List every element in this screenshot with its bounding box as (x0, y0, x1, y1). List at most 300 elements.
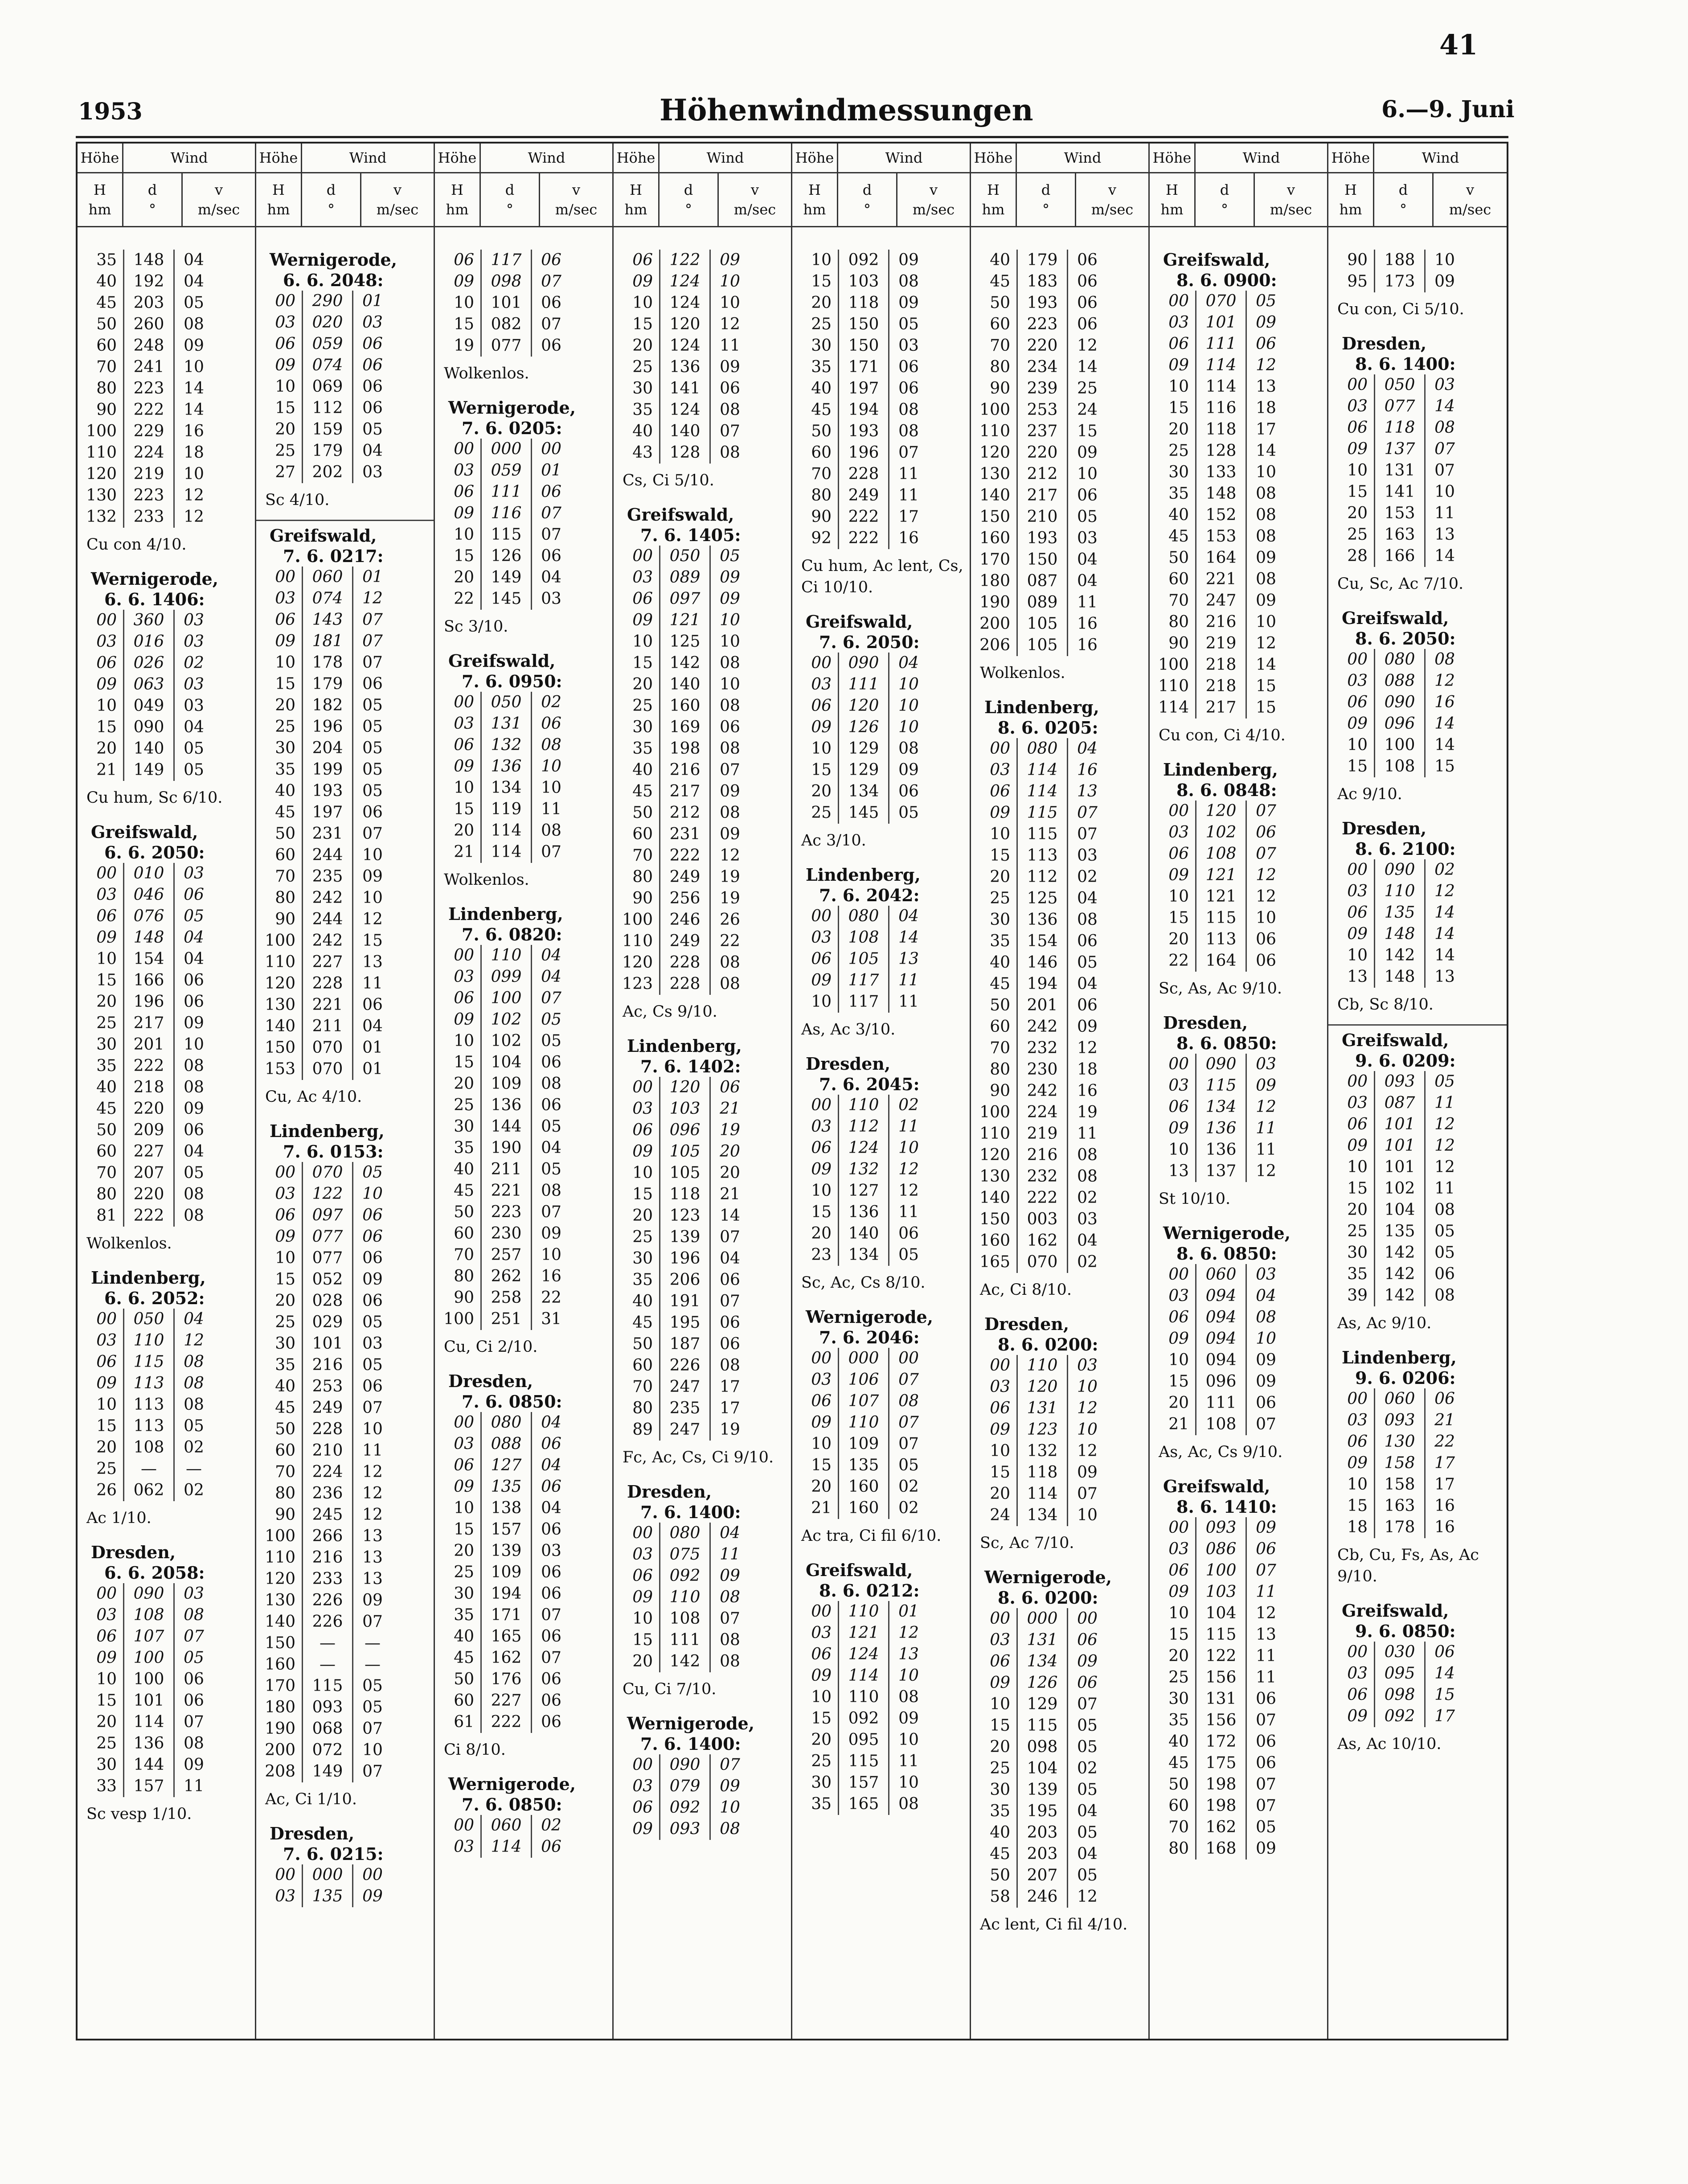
height-cell: 06 (811, 1139, 832, 1157)
height-cell: 10 (454, 1032, 474, 1050)
direction-cell: 087 (1016, 571, 1068, 592)
direction-cell: 114 (838, 1665, 889, 1687)
speed-cell: 05 (541, 1160, 561, 1178)
speed-cell: 06 (1077, 486, 1098, 505)
direction-cell: 171 (480, 1605, 532, 1626)
cloud-note: Sc, Ac, Cs 8/10. (801, 1274, 926, 1292)
speed-cell: 06 (362, 1227, 383, 1246)
direction-cell: 127 (480, 1455, 532, 1476)
direction-cell: 220 (123, 1184, 175, 1205)
speed-cell: 10 (541, 1246, 561, 1264)
speed-cell: 07 (898, 443, 919, 462)
table-row (971, 528, 1148, 549)
speed-cell: 10 (184, 358, 204, 376)
speed-cell: 10 (1256, 909, 1276, 927)
table-row (78, 695, 255, 717)
direction-cell: 249 (659, 866, 711, 888)
direction-cell: 131 (1374, 460, 1426, 481)
height-cell: 03 (1347, 1664, 1368, 1683)
speed-cell: 07 (720, 761, 740, 779)
table-row (1150, 822, 1327, 843)
height-cell: 140 (979, 486, 1010, 505)
table-row (1150, 1560, 1327, 1581)
speed-cell: 07 (1077, 825, 1098, 843)
height-cell: 25 (96, 1014, 117, 1032)
cloud-note: Ac 1/10. (86, 1509, 152, 1527)
speed-cell: 03 (184, 632, 204, 651)
table-row (971, 271, 1148, 292)
height-cell: 15 (1168, 1372, 1189, 1391)
direction-cell: 166 (1374, 546, 1426, 567)
height-cell: 10 (454, 1499, 474, 1517)
height-cell: 20 (811, 1731, 832, 1749)
direction-cell: 242 (302, 887, 353, 909)
direction-cell: 143 (302, 609, 353, 631)
station-heading (1328, 1601, 1507, 1642)
height-cell: 27 (275, 463, 295, 481)
height-cell: 35 (811, 1795, 832, 1813)
h-label: H (987, 181, 1000, 198)
table-row (614, 442, 791, 464)
table-row (435, 335, 612, 357)
cloud-note: Cu con 4/10. (86, 536, 187, 554)
table-row (256, 631, 434, 652)
cloud-note: Ac 3/10. (801, 832, 866, 850)
table-row (971, 506, 1148, 528)
table-row (435, 1712, 612, 1733)
station-heading (1150, 1013, 1327, 1054)
cloud-note: Wolkenlos. (444, 871, 529, 889)
table-row (792, 1729, 970, 1751)
height-cell: 09 (811, 1413, 832, 1432)
direction-cell: 104 (1195, 1603, 1247, 1624)
table-row (1150, 1075, 1327, 1096)
hoehe-header: Höhe (435, 144, 481, 172)
direction-cell: 131 (1195, 1688, 1247, 1710)
height-cell: 09 (96, 1649, 117, 1667)
direction-cell: 157 (480, 1519, 532, 1540)
speed-cell: 19 (720, 1420, 740, 1439)
direction-cell: 108 (123, 1437, 175, 1458)
speed-cell: 04 (184, 251, 204, 269)
table-row (78, 1754, 255, 1776)
table-row (614, 653, 791, 674)
speed-cell: 02 (898, 1478, 919, 1496)
speed-cell: 11 (1256, 1647, 1276, 1665)
v-unit: m/sec (197, 201, 240, 218)
speed-cell: 13 (362, 953, 383, 971)
height-cell: 45 (454, 1182, 474, 1200)
height-cell: 10 (1168, 1604, 1189, 1622)
v-label: v (572, 181, 581, 198)
direction-cell: 217 (123, 1013, 175, 1034)
direction-cell: 074 (302, 588, 353, 609)
direction-cell: 198 (1195, 1774, 1247, 1795)
direction-cell: 093 (1374, 1410, 1426, 1431)
speed-cell: 06 (541, 547, 561, 565)
speed-cell: 01 (362, 568, 383, 586)
table-row (435, 945, 612, 966)
height-cell: 60 (96, 337, 117, 355)
speed-cell: 17 (720, 1378, 740, 1396)
speed-cell: 10 (720, 294, 740, 312)
height-cell: 25 (96, 1734, 117, 1753)
speed-cell: 04 (184, 1310, 204, 1328)
station-timestamp: 6. 6. 2048: (283, 270, 384, 290)
height-cell: 21 (96, 761, 117, 779)
height-cell: 20 (454, 1542, 474, 1560)
direction-cell: 198 (1195, 1795, 1247, 1817)
direction-cell: 172 (1195, 1731, 1247, 1753)
table-row (971, 421, 1148, 442)
height-cell: 70 (275, 867, 295, 886)
height-cell: 06 (990, 782, 1010, 801)
h-label: H (1344, 181, 1357, 198)
speed-cell: 03 (541, 1542, 561, 1560)
direction-cell: 101 (1374, 1157, 1426, 1178)
station-timestamp: 7. 6. 2046: (819, 1327, 920, 1347)
direction-cell: 163 (1374, 524, 1426, 546)
table-row (435, 1009, 612, 1030)
speed-cell: 05 (1434, 1244, 1455, 1262)
speed-cell: 31 (541, 1310, 561, 1328)
table-row (1328, 966, 1507, 988)
direction-cell: 216 (1016, 1145, 1068, 1166)
sounding-block (1328, 818, 1507, 1015)
speed-cell: 03 (362, 463, 383, 481)
speed-cell: 06 (1256, 335, 1276, 353)
direction-cell: 063 (123, 674, 175, 695)
speed-cell: 19 (720, 1121, 740, 1139)
speed-cell: 07 (362, 653, 383, 672)
height-cell: 15 (96, 718, 117, 736)
speed-cell: 05 (184, 907, 204, 925)
speed-cell: 09 (184, 1014, 204, 1032)
d-unit: ° (1400, 201, 1407, 218)
column-sub-header (256, 173, 434, 227)
direction-cell: 111 (480, 481, 532, 503)
hoehe-header: Höhe (971, 144, 1017, 172)
speed-cell: 02 (1434, 861, 1455, 879)
speed-cell: 07 (1434, 440, 1455, 458)
speed-cell: 14 (184, 379, 204, 398)
direction-cell: 149 (123, 759, 175, 781)
direction-cell: 120 (659, 314, 711, 335)
direction-cell: 114 (1016, 781, 1068, 802)
speed-cell: 04 (541, 1139, 561, 1157)
speed-cell: 06 (898, 782, 919, 801)
speed-cell: 08 (898, 1688, 919, 1706)
height-cell: 03 (811, 1624, 832, 1642)
height-cell: 06 (811, 697, 832, 715)
speed-cell: 14 (1077, 358, 1098, 376)
speed-cell: 08 (720, 1356, 740, 1375)
speed-cell: 15 (1256, 698, 1276, 717)
direction-cell: 059 (480, 460, 532, 481)
height-cell: 70 (1168, 591, 1189, 610)
station-timestamp: 7. 6. 1400: (640, 1734, 741, 1754)
direction-cell: 183 (1016, 271, 1068, 292)
height-cell: 130 (979, 465, 1010, 483)
table-row (256, 419, 434, 440)
table-row (256, 1590, 434, 1611)
table-row (78, 1458, 255, 1480)
station-name: Lindenberg, (806, 865, 921, 885)
speed-cell: 04 (541, 946, 561, 965)
h-unit: hm (1339, 201, 1362, 218)
table-row (78, 1605, 255, 1626)
direction-cell: 182 (302, 695, 353, 716)
table-row (1328, 881, 1507, 902)
height-cell: 03 (454, 968, 474, 986)
speed-cell: 05 (1077, 953, 1098, 972)
direction-cell: 140 (659, 674, 711, 695)
height-cell: 06 (96, 1627, 117, 1646)
table-row (971, 1355, 1148, 1376)
speed-cell: 10 (362, 1420, 383, 1438)
table-row (435, 1815, 612, 1836)
h-label: H (630, 181, 642, 198)
height-cell: 50 (811, 422, 832, 440)
direction-cell: 193 (838, 421, 889, 442)
height-cell: 80 (1168, 613, 1189, 631)
wind-header: Wind (706, 149, 744, 166)
table-row (1328, 524, 1507, 546)
speed-cell: 08 (184, 1734, 204, 1753)
sounding-block (78, 1542, 255, 1825)
height-cell: 30 (990, 911, 1010, 929)
speed-cell: 16 (1434, 693, 1455, 711)
table-row (614, 1334, 791, 1355)
direction-cell: 119 (480, 799, 532, 820)
v-unit: m/sec (1270, 201, 1312, 218)
height-cell: 50 (1168, 549, 1189, 567)
speed-cell: 02 (1077, 1253, 1098, 1271)
direction-cell: 110 (838, 1687, 889, 1708)
v-unit: m/sec (376, 201, 419, 218)
height-cell: 89 (632, 1420, 653, 1439)
hoehe-header: Höhe (78, 144, 123, 172)
direction-cell: 210 (302, 1440, 353, 1461)
speed-cell: 12 (362, 910, 383, 928)
direction-cell: 131 (1016, 1398, 1068, 1419)
speed-cell: 06 (1077, 1674, 1098, 1692)
speed-cell: 11 (898, 1752, 919, 1770)
speed-cell: 06 (1256, 1732, 1276, 1751)
table-row (256, 1037, 434, 1059)
height-cell: 06 (1168, 845, 1189, 863)
speed-cell: 19 (720, 889, 740, 907)
v-unit: m/sec (733, 201, 776, 218)
table-row (78, 884, 255, 906)
direction-cell: 118 (1374, 417, 1426, 439)
direction-cell: 110 (838, 1095, 889, 1116)
speed-cell: 03 (1077, 1356, 1098, 1375)
height-cell: 03 (632, 1100, 653, 1118)
table-row (256, 866, 434, 887)
height-cell: 40 (632, 422, 653, 440)
direction-cell: 110 (1374, 881, 1426, 902)
table-row (1150, 1517, 1327, 1539)
height-cell: 114 (1158, 698, 1189, 717)
table-row (78, 1626, 255, 1647)
table-row (78, 442, 255, 464)
height-cell: 60 (275, 1441, 295, 1460)
speed-cell: 08 (1256, 484, 1276, 503)
height-cell: 110 (979, 422, 1010, 440)
height-cell: 60 (811, 443, 832, 462)
direction-cell: 098 (480, 271, 532, 292)
height-cell: 15 (811, 1203, 832, 1221)
table-row (614, 631, 791, 653)
direction-cell: 136 (1195, 1118, 1247, 1139)
height-cell: 06 (454, 736, 474, 754)
speed-cell: 12 (362, 1484, 383, 1503)
speed-cell: 19 (1077, 1103, 1098, 1121)
height-cell: 10 (1347, 736, 1368, 754)
speed-cell: 13 (362, 1527, 383, 1545)
speed-cell: 11 (1256, 1583, 1276, 1601)
direction-cell: 070 (302, 1037, 353, 1059)
height-cell: 30 (632, 1249, 653, 1268)
table-row (971, 1672, 1148, 1694)
direction-cell: 262 (480, 1266, 532, 1287)
table-row (792, 1391, 970, 1412)
direction-cell: 145 (480, 588, 532, 610)
table-row (614, 378, 791, 399)
height-cell: 25 (990, 889, 1010, 907)
direction-cell: 203 (123, 292, 175, 314)
direction-cell: 196 (659, 1248, 711, 1269)
height-cell: 10 (1168, 1141, 1189, 1159)
direction-cell: 141 (659, 378, 711, 399)
station-name: Wernigerode, (984, 1567, 1112, 1587)
table-row (78, 1330, 255, 1351)
table-row (1328, 396, 1507, 417)
table-row (78, 1437, 255, 1458)
height-cell: 15 (454, 1053, 474, 1071)
height-cell: 10 (1168, 1351, 1189, 1369)
direction-cell: 190 (480, 1137, 532, 1159)
direction-cell: 133 (1195, 462, 1247, 483)
table-row (614, 695, 791, 717)
direction-cell: 168 (1195, 1838, 1247, 1860)
table-row (256, 994, 434, 1016)
speed-cell: 05 (1077, 1866, 1098, 1884)
height-cell: 35 (990, 1802, 1010, 1820)
direction-cell: 165 (838, 1794, 889, 1815)
table-row (614, 1291, 791, 1312)
table-row (614, 759, 791, 781)
v-label: v (214, 181, 223, 198)
speed-cell: 05 (184, 739, 204, 758)
speed-cell: 16 (541, 1267, 561, 1285)
table-row (78, 271, 255, 292)
speed-header (897, 173, 970, 226)
height-cell: 09 (454, 1478, 474, 1496)
height-cell: 06 (1168, 1308, 1189, 1326)
speed-cell: 11 (720, 1545, 740, 1564)
table-row (971, 1145, 1148, 1166)
height-cell: 20 (811, 294, 832, 312)
table-row (971, 1102, 1148, 1123)
direction-cell: 104 (480, 1052, 532, 1073)
direction-cell: 072 (302, 1740, 353, 1761)
height-header (1150, 173, 1196, 226)
height-cell: 10 (454, 294, 474, 312)
sounding-block (971, 1567, 1148, 1935)
wind-header: Wind (1064, 149, 1102, 166)
sounding-block (792, 250, 970, 598)
height-cell: 45 (990, 272, 1010, 291)
height-cell: 15 (454, 315, 474, 333)
height-cell: 80 (990, 358, 1010, 376)
direction-cell: 075 (659, 1544, 711, 1565)
direction-cell: 135 (480, 1476, 532, 1498)
table-row (792, 759, 970, 781)
table-row (256, 1376, 434, 1397)
table-row (971, 592, 1148, 613)
station-timestamp: 7. 6. 0850: (462, 1392, 562, 1412)
speed-cell: 14 (1434, 925, 1455, 943)
speed-cell: 13 (1434, 525, 1455, 544)
table-row (971, 888, 1148, 909)
direction-cell: — (302, 1654, 353, 1675)
table-row (1150, 1539, 1327, 1560)
direction-cell: 111 (1195, 1392, 1247, 1414)
direction-cell: 131 (480, 713, 532, 735)
speed-cell: 12 (1434, 882, 1455, 900)
height-cell: 26 (96, 1481, 117, 1499)
station-timestamp: 9. 6. 0206: (1355, 1368, 1456, 1388)
speed-cell: 14 (184, 401, 204, 419)
speed-cell: 25 (1077, 379, 1098, 398)
d-unit: ° (1042, 201, 1049, 218)
table-row (1328, 1221, 1507, 1242)
speed-cell: 10 (898, 1773, 919, 1792)
sounding-block (78, 822, 255, 1254)
speed-cell: 14 (898, 928, 919, 947)
direction-cell: 100 (123, 1647, 175, 1669)
table-row (1150, 865, 1327, 886)
speed-cell: 08 (184, 1396, 204, 1414)
table-row (1150, 505, 1327, 526)
table-row (78, 1055, 255, 1077)
speed-cell: 06 (541, 1435, 561, 1453)
height-cell: 10 (454, 779, 474, 797)
table-row (435, 588, 612, 610)
height-cell: 10 (96, 697, 117, 715)
table-row (971, 378, 1148, 399)
d-label: d (505, 181, 515, 198)
direction-cell: 246 (1016, 1886, 1068, 1908)
table-row (1328, 649, 1507, 670)
table-row (78, 863, 255, 884)
speed-cell: 02 (1077, 868, 1098, 886)
speed-cell: 04 (898, 907, 919, 925)
height-cell: 40 (96, 272, 117, 291)
direction-cell: 108 (1374, 756, 1426, 777)
direction-cell: 251 (480, 1309, 532, 1330)
station-timestamp: 7. 6. 2045: (819, 1074, 920, 1094)
table-row (78, 1034, 255, 1055)
block-separator (1328, 1024, 1507, 1026)
speed-cell: 04 (184, 928, 204, 947)
speed-cell: 12 (362, 1506, 383, 1524)
cloud-note: Cu, Sc, Ac 7/10. (1337, 575, 1464, 593)
wind-header: Wind (885, 149, 923, 166)
v-unit: m/sec (1091, 201, 1134, 218)
